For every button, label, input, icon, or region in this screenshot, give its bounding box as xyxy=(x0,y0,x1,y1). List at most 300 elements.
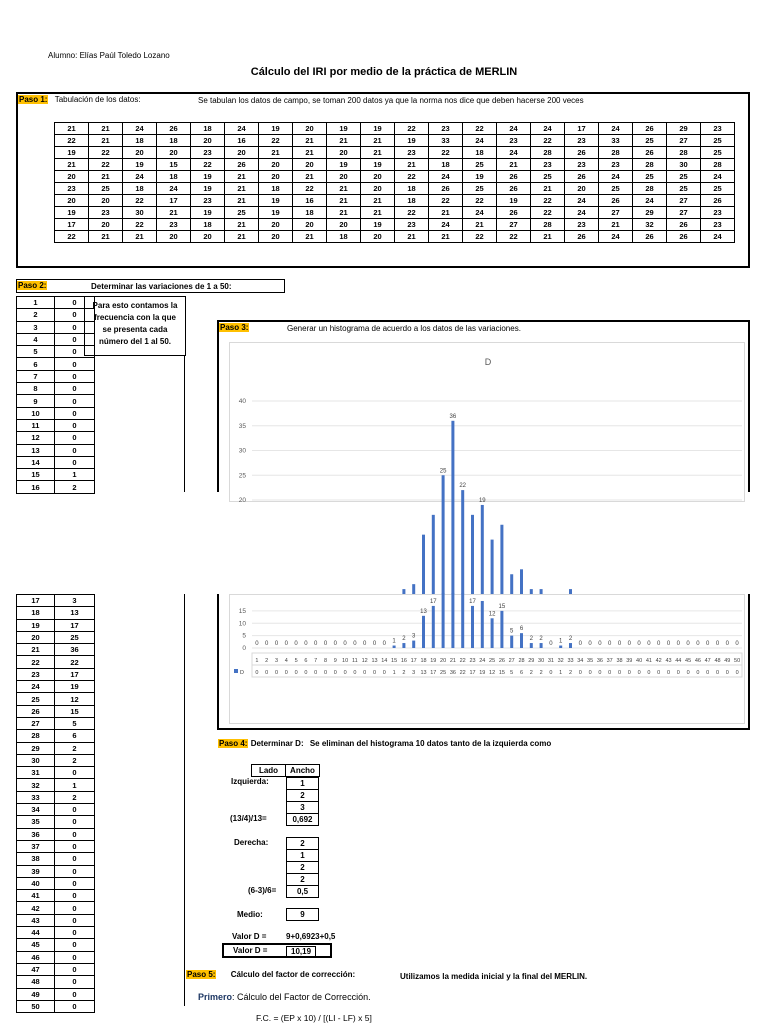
variation-number: 13 xyxy=(17,444,55,456)
table-cell: 20 xyxy=(565,183,599,195)
data-label: 0 xyxy=(323,641,328,647)
col-ancho: Ancho xyxy=(286,765,320,777)
x-category-label: 20 xyxy=(440,658,447,664)
table-cell: 24 xyxy=(565,195,599,207)
variation-frequency: 36 xyxy=(55,644,95,656)
table-cell: 19 xyxy=(55,147,89,159)
variation-frequency: 0 xyxy=(55,976,95,988)
table-cell: 22 xyxy=(463,123,497,135)
variation-frequency: 1 xyxy=(55,469,95,481)
data-label: 0 xyxy=(265,641,269,647)
data-label: 0 xyxy=(715,641,720,647)
data-label: 0 xyxy=(578,641,582,647)
table-cell: 21 xyxy=(531,183,565,195)
data-label: 0 xyxy=(333,641,337,647)
x-category-label: 32 xyxy=(557,658,564,664)
table-cell: 19 xyxy=(361,123,395,135)
freq-row xyxy=(17,619,95,631)
variation-number: 12 xyxy=(17,432,55,444)
variation-number: 23 xyxy=(17,668,55,680)
x-category-label: 27 xyxy=(508,658,515,664)
freq-row xyxy=(17,456,95,468)
table-cell: 25 xyxy=(531,171,565,183)
table-cell: 19 xyxy=(191,171,225,183)
table-cell: 23 xyxy=(701,207,735,219)
variation-number: 14 xyxy=(17,456,55,468)
variation-number: 28 xyxy=(17,730,55,742)
table-cell: 26 xyxy=(667,219,701,231)
data-table-value: 25 xyxy=(440,670,447,676)
data-label: 3 xyxy=(412,633,416,640)
variation-frequency: 0 xyxy=(55,370,95,382)
bar xyxy=(520,633,523,648)
bar xyxy=(510,636,513,648)
variation-number: 6 xyxy=(17,358,55,370)
table-cell: 32 xyxy=(633,219,667,231)
freq-row xyxy=(17,754,95,766)
lado-ancho-header xyxy=(251,764,320,777)
primero-line xyxy=(198,992,371,1002)
data-label: 0 xyxy=(304,641,308,647)
bar xyxy=(422,616,425,648)
table-cell: 21 xyxy=(327,135,361,147)
data-label: 0 xyxy=(676,641,680,647)
table-cell: 23 xyxy=(191,195,225,207)
data-label: 25 xyxy=(439,468,447,475)
table-cell: 22 xyxy=(395,207,429,219)
bar xyxy=(442,593,445,648)
data-table-value: 0 xyxy=(715,670,720,676)
freq-row xyxy=(17,890,95,902)
table-cell: 18 xyxy=(123,183,157,195)
table-cell: 24 xyxy=(701,171,735,183)
x-category-label: 22 xyxy=(459,658,466,664)
data-label: 0 xyxy=(657,641,661,647)
data-label: 0 xyxy=(647,641,651,647)
y-tick-label: 30 xyxy=(238,447,246,455)
x-category-label: 9 xyxy=(333,658,337,664)
table-cell: 19 xyxy=(191,207,225,219)
bar xyxy=(500,611,503,648)
student-name: Alumno: Elías Paúl Toledo Lozano xyxy=(48,51,170,60)
variation-frequency: 0 xyxy=(55,890,95,902)
freq-row xyxy=(17,705,95,717)
variation-frequency: 0 xyxy=(55,988,95,1000)
table-cell: 18 xyxy=(327,231,361,243)
variation-number: 31 xyxy=(17,767,55,779)
table-cell: 18 xyxy=(191,123,225,135)
table-cell: 24 xyxy=(701,231,735,243)
table-cell: 22 xyxy=(259,135,293,147)
der-formula: (6-3)/6= xyxy=(248,886,277,895)
chart-area-top xyxy=(229,342,745,502)
freq-row xyxy=(17,791,95,803)
table-cell: 24 xyxy=(531,123,565,135)
table-cell: 19 xyxy=(463,171,497,183)
x-category-label: 50 xyxy=(734,658,741,664)
variation-frequency: 13 xyxy=(55,607,95,619)
table-cell: 21 xyxy=(429,231,463,243)
table-cell: 21 xyxy=(361,207,395,219)
table-cell: 21 xyxy=(259,147,293,159)
table-cell: 21 xyxy=(429,207,463,219)
data-label: 2 xyxy=(568,636,573,643)
data-table-value: 0 xyxy=(696,670,700,676)
table-cell: 20 xyxy=(259,171,293,183)
table-cell: 20 xyxy=(259,231,293,243)
medio-label: Medio: xyxy=(237,910,263,919)
data-table-value: 22 xyxy=(459,670,466,676)
table-cell: 22 xyxy=(191,159,225,171)
freq-row xyxy=(17,1000,95,1012)
table-cell: 25 xyxy=(667,183,701,195)
table-cell: 22 xyxy=(463,231,497,243)
variation-number: 21 xyxy=(17,644,55,656)
x-category-label: 33 xyxy=(567,658,574,664)
table-cell: 25 xyxy=(701,147,735,159)
variation-number: 26 xyxy=(17,705,55,717)
table-cell: 20 xyxy=(361,183,395,195)
data-table-value: 0 xyxy=(343,670,347,676)
data-table-value: 0 xyxy=(588,670,592,676)
variation-frequency: 0 xyxy=(55,804,95,816)
table-cell: 20 xyxy=(191,231,225,243)
y-tick-label: 25 xyxy=(238,472,246,480)
table-cell: 28 xyxy=(599,147,633,159)
data-table-value: 17 xyxy=(430,670,437,676)
bar xyxy=(461,594,464,648)
data-table-value: 6 xyxy=(519,670,524,676)
table-row xyxy=(55,123,735,135)
table-cell: 21 xyxy=(55,159,89,171)
data-label: 0 xyxy=(725,641,729,647)
medio-val: 9 xyxy=(287,909,319,921)
table-cell: 17 xyxy=(55,219,89,231)
table-cell: 20 xyxy=(259,159,293,171)
data-label: 17 xyxy=(429,598,437,605)
freq-row xyxy=(17,407,95,419)
table-row xyxy=(55,183,735,195)
paso1-note: Se tabulan los datos de campo, se toman 200 datos ya que la norma nos dice que deben hacerse 200 veces xyxy=(198,96,584,105)
paso3-label: Paso 3: xyxy=(220,323,249,332)
data-table-value: 0 xyxy=(284,670,288,676)
freq-row xyxy=(17,358,95,370)
data-table-value: 36 xyxy=(449,670,456,676)
data-table-value: 0 xyxy=(637,670,641,676)
data-label: 15 xyxy=(498,603,506,610)
legend-label: D xyxy=(240,670,244,676)
table-cell: 16 xyxy=(293,195,327,207)
data-label: 0 xyxy=(549,641,553,647)
freq-row xyxy=(17,668,95,680)
freq-row xyxy=(17,717,95,729)
data-table-value: 0 xyxy=(382,670,386,676)
table-cell: 21 xyxy=(395,231,429,243)
variation-number: 37 xyxy=(17,840,55,852)
data-table-value: 0 xyxy=(578,670,582,676)
variation-frequency: 0 xyxy=(55,951,95,963)
valor-d-label: Valor D = xyxy=(232,932,267,941)
table-cell: 21 xyxy=(327,207,361,219)
x-category-label: 19 xyxy=(430,658,437,664)
freq-row xyxy=(17,730,95,742)
variation-frequency: 15 xyxy=(55,705,95,717)
x-category-label: 30 xyxy=(538,658,545,664)
table-cell: 26 xyxy=(497,183,531,195)
table-cell: 24 xyxy=(599,171,633,183)
table-cell: 26 xyxy=(667,231,701,243)
table-cell: 22 xyxy=(429,195,463,207)
table-cell: 20 xyxy=(89,195,123,207)
table-cell: 21 xyxy=(89,123,123,135)
table-cell: 17 xyxy=(157,195,191,207)
variation-number: 10 xyxy=(17,407,55,419)
freq-row xyxy=(17,951,95,963)
data-label: 0 xyxy=(598,641,602,647)
freq-row xyxy=(17,333,95,345)
paso5-label: Paso 5: xyxy=(187,970,216,979)
table-cell: 29 xyxy=(633,207,667,219)
data-label: 0 xyxy=(255,641,259,647)
freq-row xyxy=(17,656,95,668)
table-cell: 23 xyxy=(701,219,735,231)
table-cell: 24 xyxy=(123,171,157,183)
data-table-value: 15 xyxy=(498,670,505,676)
x-category-label: 18 xyxy=(420,658,427,664)
table-cell: 22 xyxy=(395,123,429,135)
variation-frequency: 2 xyxy=(55,791,95,803)
x-category-label: 3 xyxy=(274,658,279,664)
data-label: 5 xyxy=(510,628,514,635)
table-cell: 23 xyxy=(531,159,565,171)
x-category-label: 5 xyxy=(294,658,298,664)
table-cell: 20 xyxy=(327,171,361,183)
table-cell: 25 xyxy=(633,135,667,147)
variation-frequency: 0 xyxy=(55,902,95,914)
data-table-value: 17 xyxy=(469,670,476,676)
table-cell: 26 xyxy=(633,123,667,135)
variation-frequency: 17 xyxy=(55,619,95,631)
table-cell: 23 xyxy=(157,219,191,231)
x-category-label: 37 xyxy=(606,658,613,664)
data-table-value: 0 xyxy=(549,670,553,676)
data-table-value: 19 xyxy=(479,670,486,676)
data-table-value: 0 xyxy=(274,670,279,676)
freq-row xyxy=(17,828,95,840)
table-row xyxy=(55,147,735,159)
data-label: 19 xyxy=(478,497,486,504)
table-cell: 20 xyxy=(55,195,89,207)
table-cell: 22 xyxy=(55,135,89,147)
table-cell: 19 xyxy=(327,123,361,135)
data-table-value: 0 xyxy=(353,670,357,676)
variation-frequency: 0 xyxy=(55,767,95,779)
primero-bold: Primero xyxy=(198,992,233,1002)
table-cell: 18 xyxy=(293,207,327,219)
table-cell: 25 xyxy=(667,171,701,183)
freq-row xyxy=(17,595,95,607)
data-label: 0 xyxy=(274,641,279,647)
paso3-text: Generar un histograma de acuerdo a los datos de las variaciones. xyxy=(287,324,521,333)
table-cell: 26 xyxy=(225,159,259,171)
table-cell: 19 xyxy=(123,159,157,171)
variation-frequency: 0 xyxy=(55,407,95,419)
table-cell: 24 xyxy=(565,207,599,219)
table-cell: 22 xyxy=(429,147,463,159)
data-label: 0 xyxy=(637,641,641,647)
variation-frequency: 2 xyxy=(55,742,95,754)
valor-d-expr: 9+0,6923+0,5 xyxy=(286,932,336,941)
table-cell: 21 xyxy=(497,159,531,171)
variation-number: 17 xyxy=(17,595,55,607)
table-cell: 19 xyxy=(361,159,395,171)
table-cell: 22 xyxy=(531,195,565,207)
chart-area-bottom xyxy=(229,594,745,724)
variation-number: 32 xyxy=(17,779,55,791)
table-cell: 18 xyxy=(259,183,293,195)
table-cell: 25 xyxy=(225,207,259,219)
x-category-label: 11 xyxy=(352,658,358,664)
x-category-label: 46 xyxy=(694,658,701,664)
freq-row xyxy=(17,383,95,395)
x-category-label: 4 xyxy=(284,658,288,664)
bar xyxy=(432,515,435,599)
data-table-value: 0 xyxy=(323,670,328,676)
variation-number: 19 xyxy=(17,619,55,631)
variation-number: 49 xyxy=(17,988,55,1000)
data-table xyxy=(54,122,735,243)
variation-number: 35 xyxy=(17,816,55,828)
data-label: 0 xyxy=(343,641,347,647)
table-row xyxy=(55,207,735,219)
freq-row xyxy=(17,742,95,754)
x-category-label: 13 xyxy=(371,658,378,664)
bar xyxy=(530,643,533,648)
table-cell: 22 xyxy=(123,219,157,231)
variation-frequency: 0 xyxy=(55,358,95,370)
variation-number: 47 xyxy=(17,963,55,975)
paso3-section-bottom xyxy=(217,594,750,730)
table-cell: 20 xyxy=(225,147,259,159)
freq-row xyxy=(17,644,95,656)
freq-row xyxy=(17,469,95,481)
variation-number: 42 xyxy=(17,902,55,914)
y-tick-label: 10 xyxy=(238,620,246,628)
paso1-text: Tabulación de los datos: xyxy=(54,95,141,104)
x-category-label: 47 xyxy=(704,658,711,664)
variation-frequency: 2 xyxy=(55,481,95,493)
data-label: 0 xyxy=(314,641,318,647)
legend-swatch xyxy=(234,669,238,673)
data-label: 0 xyxy=(353,641,357,647)
table-cell: 33 xyxy=(429,135,463,147)
data-table-value: 0 xyxy=(255,670,259,676)
x-category-label: 23 xyxy=(469,658,476,664)
x-category-label: 15 xyxy=(391,658,398,664)
table-cell: 28 xyxy=(633,159,667,171)
freq-row xyxy=(17,297,95,309)
freq-row xyxy=(17,370,95,382)
variation-frequency: 17 xyxy=(55,668,95,680)
variation-number: 43 xyxy=(17,914,55,926)
freq-row xyxy=(17,840,95,852)
variation-number: 50 xyxy=(17,1000,55,1012)
x-category-label: 36 xyxy=(596,658,603,664)
data-table-value: 0 xyxy=(304,670,308,676)
data-table-value: 0 xyxy=(363,670,367,676)
freq-row xyxy=(17,346,95,358)
freq-row xyxy=(17,853,95,865)
chart-title: D xyxy=(484,357,492,367)
data-label: 0 xyxy=(382,641,386,647)
table-cell: 28 xyxy=(701,159,735,171)
x-category-label: 2 xyxy=(265,658,269,664)
table-cell: 21 xyxy=(293,147,327,159)
x-category-label: 25 xyxy=(489,658,496,664)
data-label: 0 xyxy=(627,641,631,647)
bar xyxy=(481,505,484,599)
freq-row xyxy=(17,902,95,914)
variation-frequency: 0 xyxy=(55,395,95,407)
table-cell: 25 xyxy=(463,159,497,171)
data-table-value: 2 xyxy=(402,670,406,676)
table-cell: 26 xyxy=(633,147,667,159)
variation-frequency: 0 xyxy=(55,309,95,321)
table-cell: 24 xyxy=(429,171,463,183)
x-category-label: 35 xyxy=(587,658,594,664)
x-category-label: 28 xyxy=(518,658,525,664)
primero-text: : Cálculo del Factor de Corrección. xyxy=(232,992,371,1002)
data-table-value: 3 xyxy=(412,670,416,676)
table-cell: 23 xyxy=(89,207,123,219)
data-label: 13 xyxy=(420,608,427,615)
data-label: 0 xyxy=(735,641,739,647)
y-tick-label: 40 xyxy=(238,398,246,405)
table-row xyxy=(55,171,735,183)
table-cell: 20 xyxy=(157,147,191,159)
variation-number: 25 xyxy=(17,693,55,705)
table-cell: 20 xyxy=(361,171,395,183)
variation-number: 2 xyxy=(17,309,55,321)
table-cell: 24 xyxy=(497,147,531,159)
table-cell: 28 xyxy=(531,147,565,159)
x-category-label: 48 xyxy=(714,658,721,664)
table-row xyxy=(55,231,735,243)
table-cell: 27 xyxy=(599,207,633,219)
variation-frequency: 5 xyxy=(55,717,95,729)
table-cell: 22 xyxy=(463,195,497,207)
x-category-label: 49 xyxy=(724,658,731,664)
table-cell: 26 xyxy=(497,171,531,183)
variation-number: 22 xyxy=(17,656,55,668)
freq-row xyxy=(17,865,95,877)
der-val: 1 xyxy=(287,850,319,862)
data-label: 0 xyxy=(294,641,298,647)
data-label: 1 xyxy=(392,638,396,645)
valor-d-box xyxy=(222,943,332,958)
table-cell: 22 xyxy=(293,183,327,195)
bar xyxy=(451,421,454,599)
table-cell: 26 xyxy=(497,207,531,219)
table-cell: 33 xyxy=(599,135,633,147)
variation-frequency: 0 xyxy=(55,432,95,444)
variation-frequency: 0 xyxy=(55,419,95,431)
variation-number: 7 xyxy=(17,370,55,382)
variation-number: 46 xyxy=(17,951,55,963)
variation-number: 38 xyxy=(17,853,55,865)
izquierda-label: Izquierda: xyxy=(231,777,269,786)
variation-frequency: 0 xyxy=(55,444,95,456)
